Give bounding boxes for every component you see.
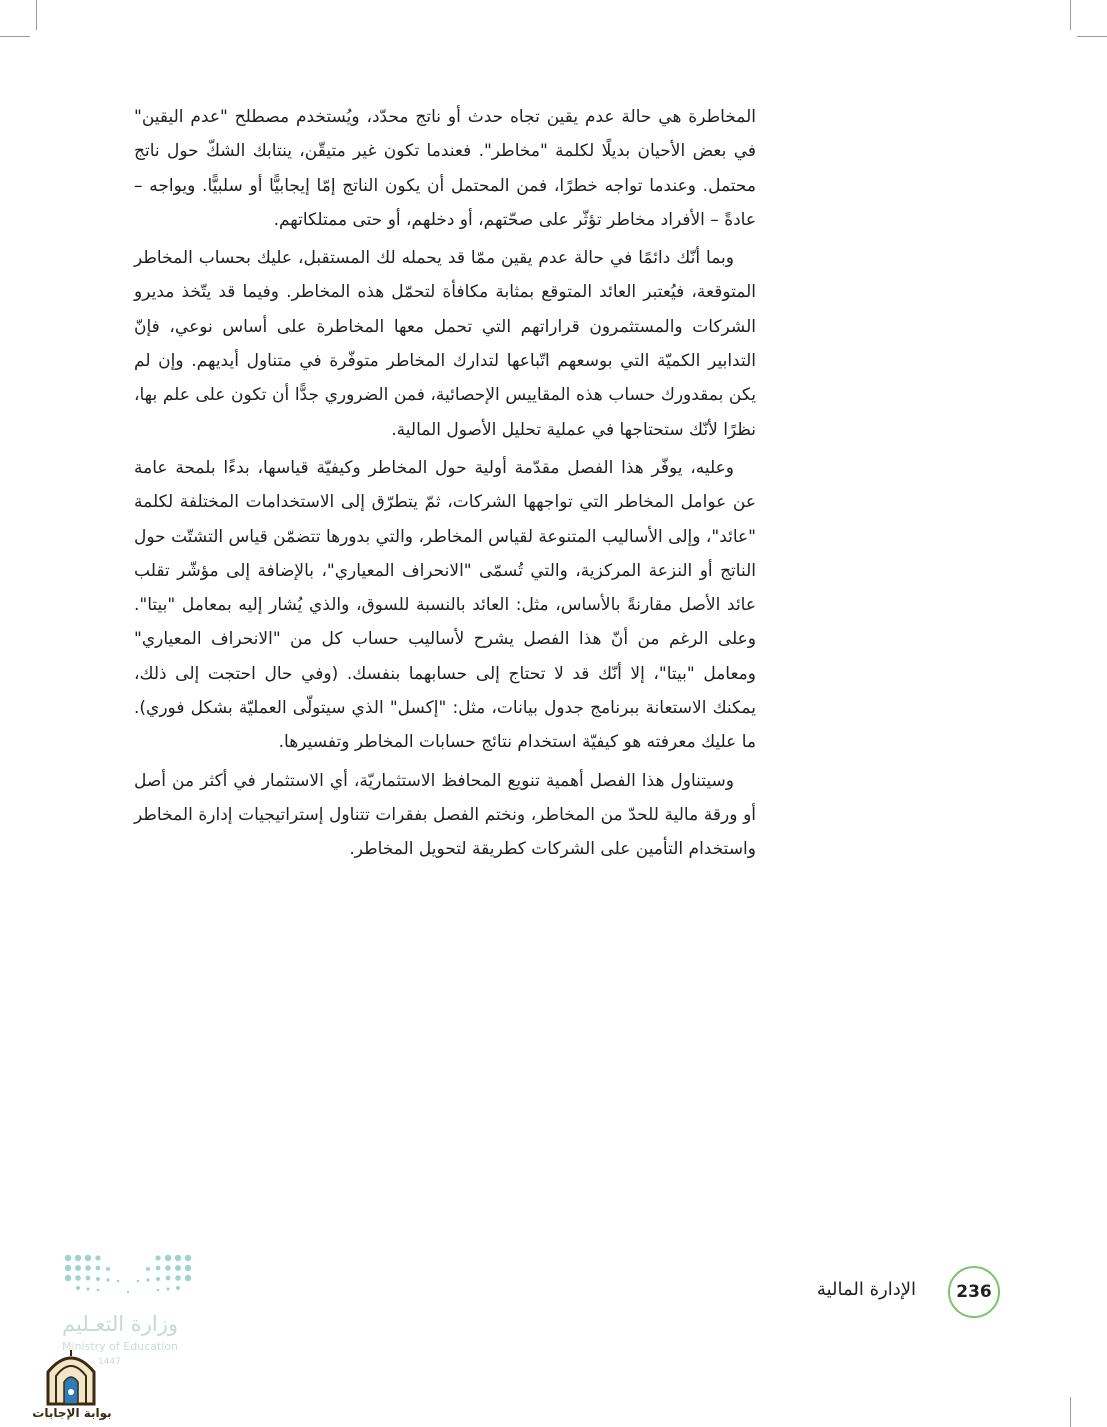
crop-mark-left-top [0, 36, 30, 37]
ministry-dots-icon [58, 1248, 208, 1308]
paragraph-1: المخاطرة هي حالة عدم يقين تجاه حدث أو ناتج محدّد، ويُستخدم مصطلح "عدم اليقين" في بعض الأحيان بديلًا لكلمة "مخاطر". فعندما تكون غير متيقّن، ينتابك الشكّ حول ناتج محتمل. وعندما تواجه خطرًا، فمن المحتمل أن يكون الناتج إمّا إيجابيًّا أو سلبيًّا. ويواجه – عادةً – الأفراد مخاطر تؤثّر على صحّتهم، أو دخلهم، أو حتى ممتلكاتهم. [134, 107, 756, 230]
ministry-name-ar: وزارة التعـليم [62, 1312, 179, 1336]
page-footer [800, 1266, 1000, 1318]
portal-label: بوابة الإجابات [32, 1406, 112, 1420]
crop-mark-bottom-right [1070, 1397, 1071, 1427]
ministry-year: 1447 [98, 1357, 121, 1367]
paragraph-2: وبما أنّك دائمًا في حالة عدم يقين ممّا قد يحمله لك المستقبل، عليك بحساب المخاطر المتوقعة، فيُعتبر العائد المتوقع بمثابة مكافأة لتحمّل هذه المخاطر. وفيما قد يتّخذ مديرو الشركات والمستثمرون قراراتهم التي تحمل معها المخاطرة على أساس نوعي، فإنّ التدابير الكميّة التي بوسعهم اتّباعها لتدارك المخاطر متوفّرة في متناول أيديهم. وإن لم يكن بمقدورك حساب هذه المقاييس الإحصائية، فمن الضروري جدًّا أن تكون على علم بها، نظرًا لأنّك ستحتاجها في عملية تحليل الأصول المالية. [134, 248, 756, 440]
crop-mark-top-right [1070, 0, 1071, 30]
paragraph-3: وعليه، يوفّر هذا الفصل مقدّمة أولية حول المخاطر وكيفيّة قياسها، بدءًا بلمحة عامة عن عوامل المخاطر التي تواجهها الشركات، ثمّ يتطرّق إلى الاستخدامات المختلفة لكلمة "عائد"، وإلى الأساليب المتنوعة لقياس المخاطر، والتي بدورها تتضمّن قياس التشتّت حول الناتج أو النزعة المركزية، والتي تُسمّى "الانحراف المعياري"، بالإضافة إلى مؤشّر تقلب عائد الأصل مقارنةً بالأساس، مثل: العائد بالنسبة للسوق، والذي يُشار إليه بمعامل "بيتا". وعلى الرغم من أنّ هذا الفصل يشرح لأساليب حساب كل من "الانحراف المعياري" ومعامل "بيتا"، إلا أنّك قد لا تحتاج إلى حسابهما بنفسك. (وفي حال احتجت إلى ذلك، يمكنك الاستعانة ببرنامج جدول بيانات، مثل: "إكسل" الذي سيتولّى العمليّة بشكل فوري). ما عليك معرفته هو كيفيّة استخدام نتائج حسابات المخاطر وتفسيرها. [134, 457, 756, 753]
ministry-name-en: Ministry of Education [62, 1340, 179, 1353]
portal-watermark [30, 1348, 112, 1422]
paragraph-4: وسيتناول هذا الفصل أهمية تنويع المحافظ الاستثماريّة، أي الاستثمار في أكثر من أصل أو ورقة مالية للحدّ من المخاطر، ونختم الفصل بفقرات تتناول إستراتيجيات إدارة المخاطر واستخدام التأمين على الشركات كطريقة لتحويل المخاطر. [134, 770, 756, 860]
crop-mark-right-top [1077, 36, 1107, 37]
crop-mark-top-left [36, 0, 37, 30]
body-text [134, 100, 756, 871]
running-title: الإدارة المالية [816, 1279, 916, 1300]
page-number: 236 [948, 1266, 1000, 1318]
mosque-gate-icon [30, 1348, 112, 1406]
